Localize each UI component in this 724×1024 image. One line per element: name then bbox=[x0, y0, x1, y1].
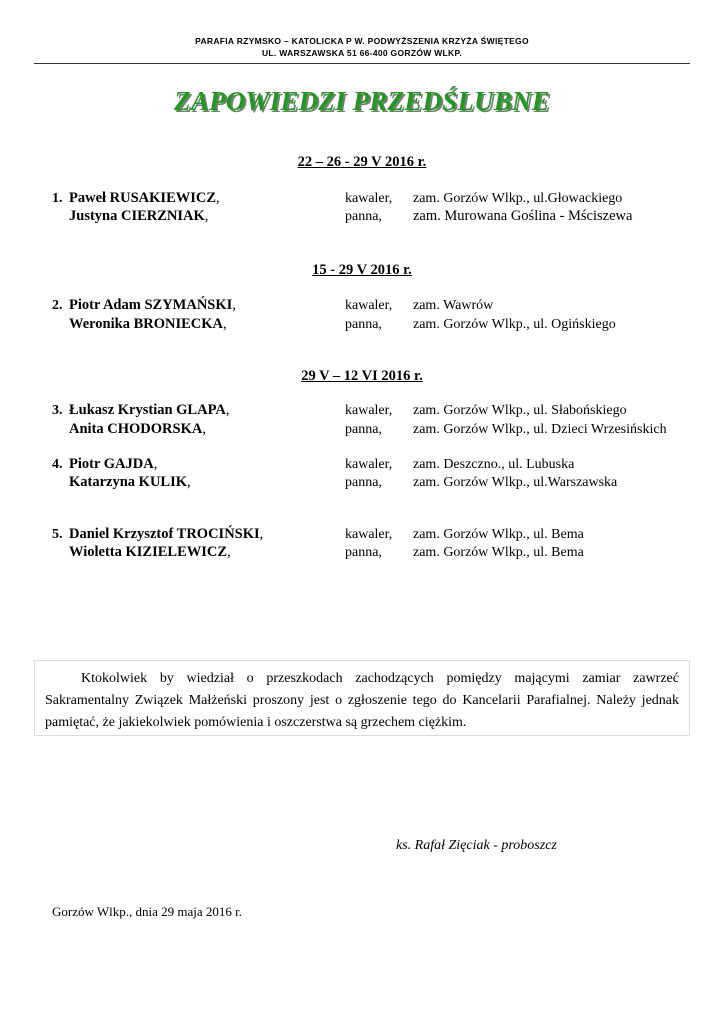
groom-address: zam. Gorzów Wlkp., ul. Słabońskiego bbox=[413, 403, 627, 418]
couple-number: 2. bbox=[52, 298, 63, 313]
bride-name: Katarzyna KULIK, bbox=[69, 474, 191, 490]
bride-address: zam. Gorzów Wlkp., ul. Dzieci Wrzesińskich bbox=[413, 422, 667, 437]
bride-address: zam. Murowana Goślina - Mściszewa bbox=[413, 208, 633, 224]
groom-name: Piotr GAJDA, bbox=[69, 456, 158, 472]
section-date-3: 29 V – 12 VI 2016 r. bbox=[301, 368, 423, 384]
parish-header-line2: UL. WARSZAWSKA 51 66-400 GORZÓW WLKP. bbox=[261, 48, 462, 58]
groom-name: Paweł RUSAKIEWICZ, bbox=[69, 190, 220, 206]
bride-role: panna, bbox=[345, 422, 382, 437]
bride-name: Wioletta KIZIELEWICZ, bbox=[69, 544, 231, 560]
groom-role: kawaler, bbox=[345, 298, 393, 313]
bride-role: panna, bbox=[345, 317, 382, 332]
place-and-date: Gorzów Wlkp., dnia 29 maja 2016 r. bbox=[52, 904, 243, 919]
notice-box bbox=[34, 660, 690, 736]
groom-role: kawaler, bbox=[345, 403, 393, 418]
bride-name: Justyna CIERZNIAK, bbox=[69, 208, 209, 224]
groom-address: zam. Gorzów Wlkp., ul.Głowackiego bbox=[413, 191, 623, 206]
groom-name: Łukasz Krystian GLAPA, bbox=[69, 402, 230, 418]
groom-role: kawaler, bbox=[345, 457, 393, 472]
groom-address: zam. Wawrów bbox=[413, 298, 494, 313]
couple-number: 3. bbox=[52, 403, 63, 418]
header-divider bbox=[34, 63, 690, 64]
section-date-2: 15 - 29 V 2016 r. bbox=[312, 262, 412, 278]
section-date-1: 22 – 26 - 29 V 2016 r. bbox=[297, 154, 427, 170]
groom-role: kawaler, bbox=[345, 527, 393, 542]
bride-address: zam. Gorzów Wlkp., ul. Bema bbox=[413, 545, 584, 560]
page-title: ZAPOWIEDZI PRZEDŚLUBNE bbox=[174, 86, 550, 116]
bride-name: Anita CHODORSKA, bbox=[69, 421, 206, 437]
bride-name: Weronika BRONIECKA, bbox=[69, 316, 227, 332]
bride-address: zam. Gorzów Wlkp., ul.Warszawska bbox=[413, 475, 618, 490]
groom-role: kawaler, bbox=[345, 191, 393, 206]
pastor-signature: ks. Rafał Zięciak - proboszcz bbox=[396, 838, 557, 853]
groom-name: Daniel Krzysztof TROCIŃSKI, bbox=[69, 526, 264, 542]
groom-name: Piotr Adam SZYMAŃSKI, bbox=[69, 297, 236, 313]
couple-number: 4. bbox=[52, 457, 63, 472]
groom-address: zam. Gorzów Wlkp., ul. Bema bbox=[413, 527, 584, 542]
bride-role: panna, bbox=[345, 209, 382, 224]
notice-text: Ktokolwiek by wiedział o przeszkodach zachodzących pomiędzy mającymi zamiar zawrzeć Sakramentalny Związek Małżeński proszony jest o zgłoszenie tego do Kancelarii Parafialnej. Należy jednak pamiętać, że jakiekolwiek pomówienia i oszczerstwa są grzechem ciężkim. bbox=[45, 671, 679, 730]
bride-role: panna, bbox=[345, 545, 382, 560]
couple-number: 1. bbox=[52, 191, 63, 206]
parish-header-line1: PARAFIA RZYMSKO – KATOLICKA P W. PODWYŻSZENIA KRZYŻA ŚWIĘTEGO bbox=[195, 36, 529, 46]
groom-address: zam. Deszczno., ul. Lubuska bbox=[413, 457, 575, 472]
bride-address: zam. Gorzów Wlkp., ul. Ogińskiego bbox=[413, 317, 616, 332]
bride-role: panna, bbox=[345, 475, 382, 490]
couple-number: 5. bbox=[52, 527, 63, 542]
